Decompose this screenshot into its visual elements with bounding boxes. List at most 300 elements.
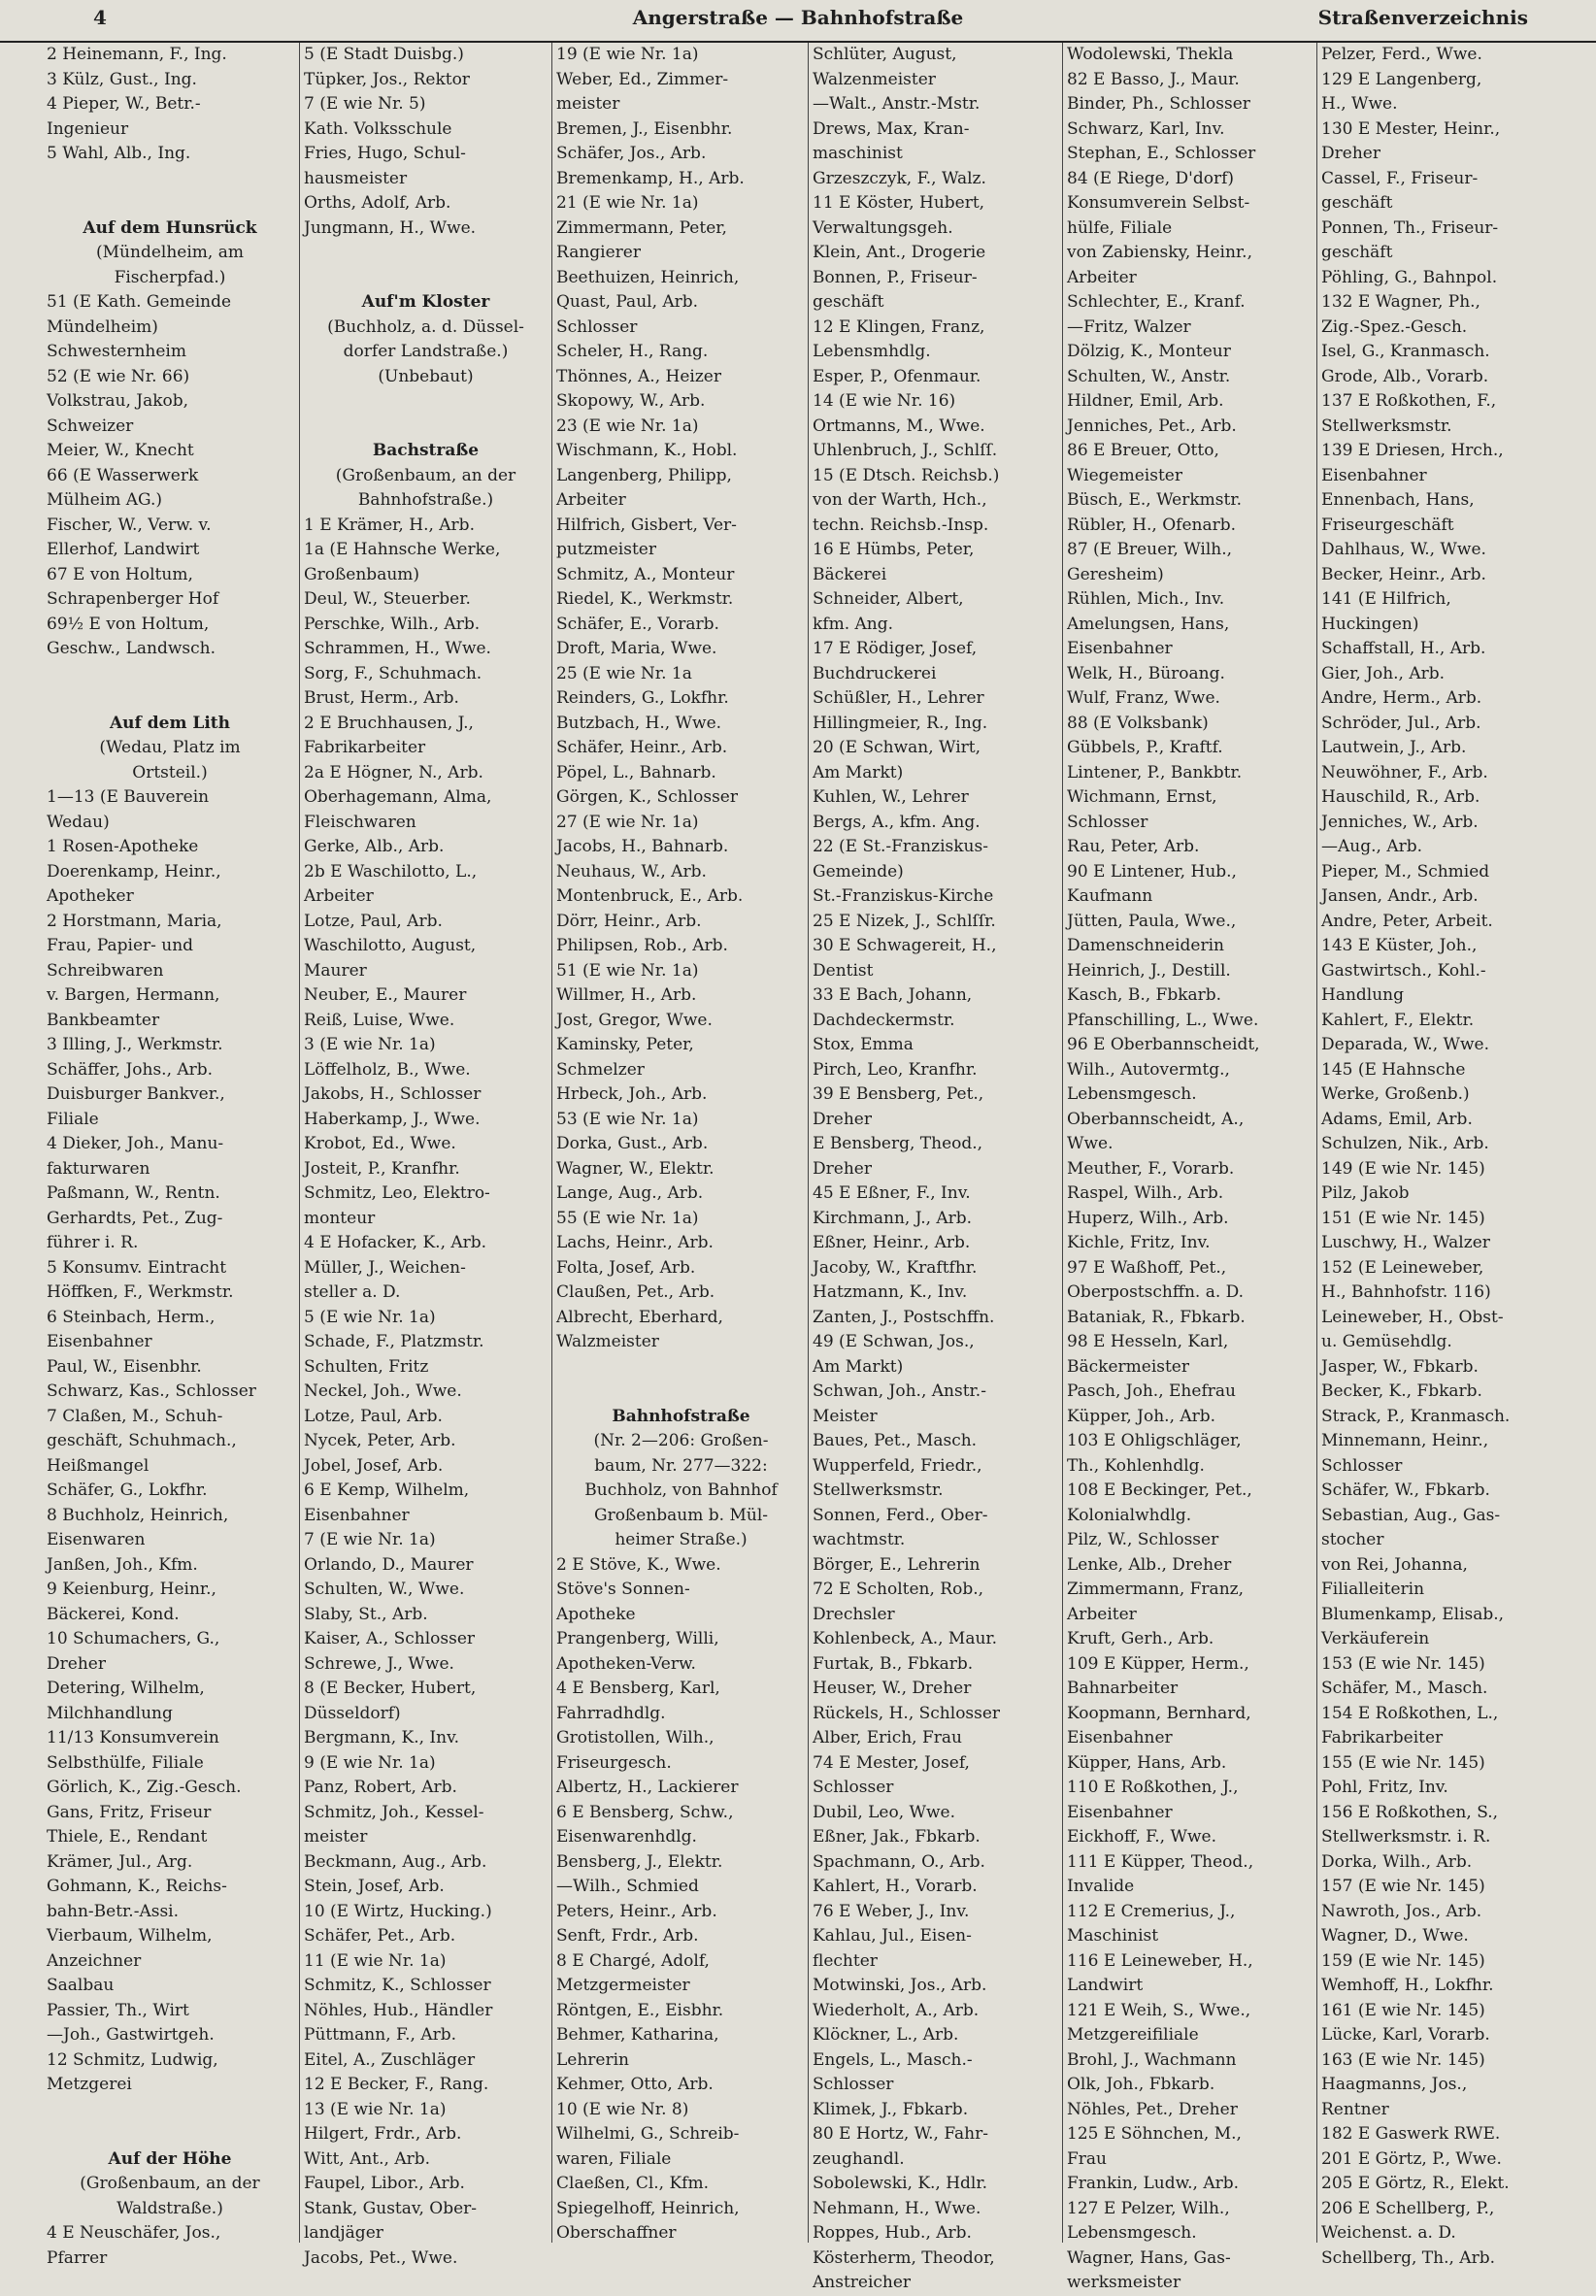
directory-entry: 112 E Cremerius, J., <box>1067 1901 1236 1921</box>
directory-entry: Frankin, Ludw., Arb. <box>1067 2174 1240 2193</box>
directory-entry: Jacobs, H., Bahnarb. <box>556 837 729 856</box>
directory-entry: 10 (E wie Nr. 8) <box>556 2099 689 2119</box>
street-note: Ortsteil.) <box>132 762 208 782</box>
directory-entry: Schlosser <box>813 1778 894 1797</box>
directory-entry: 116 E Leineweber, H., <box>1067 1950 1253 1971</box>
directory-entry: Dreher <box>1321 144 1380 163</box>
directory-entry: Eisenbahner <box>1067 639 1173 658</box>
directory-entry: 9 (E wie Nr. 1a) <box>304 1752 436 1773</box>
directory-entry: Kehmer, Otto, Arb. <box>556 2075 714 2094</box>
directory-entry: Senft, Frdr., Arb. <box>556 1926 699 1946</box>
directory-entry: 4 Pieper, W., Betr.- <box>47 94 201 114</box>
directory-entry: Wiegemeister <box>1067 465 1182 485</box>
directory-entry: 129 E Langenberg, <box>1321 69 1482 89</box>
directory-entry: Riedel, K., Werkmstr. <box>556 589 734 609</box>
directory-entry: Hilgert, Frdr., Arb. <box>304 2124 462 2144</box>
column-2 <box>299 43 548 2268</box>
directory-entry: Dreher <box>47 1653 106 1674</box>
directory-entry: wachtmstr. <box>813 1530 906 1549</box>
directory-entry: Klimek, J., Fbkarb. <box>813 2099 969 2119</box>
directory-entry: —Wilh., Schmied <box>556 1877 699 1896</box>
directory-entry: Handlung <box>1321 985 1405 1005</box>
directory-entry: Krobot, Ed., Wwe. <box>304 1134 456 1153</box>
directory-entry: Eßner, Jak., Fbkarb. <box>813 1827 981 1847</box>
directory-entry: 11 (E wie Nr. 1a) <box>304 1950 447 1971</box>
directory-entry: Beckmann, Aug., Arb. <box>304 1851 487 1872</box>
directory-entry: 39 E Bensberg, Pet., <box>813 1084 984 1104</box>
directory-entry <box>556 1380 806 1405</box>
directory-entry: Behmer, Katharina, <box>556 2025 719 2045</box>
directory-entry: Buchdruckerei <box>813 663 937 683</box>
directory-entry: Brohl, J., Wachmann <box>1067 2049 1237 2070</box>
directory-entry: Schlosser <box>813 2075 894 2094</box>
directory-entry: Eisenbahner <box>1067 1802 1173 1822</box>
directory-entry: Becker, K., Fbkarb. <box>1321 1381 1482 1401</box>
directory-entry: Spiegelhoff, Heinrich, <box>556 2198 740 2218</box>
directory-entry: 141 (E Hilfrich, <box>1321 589 1451 609</box>
directory-entry: H., Wwe. <box>1321 94 1398 114</box>
directory-entry: 152 (E Leineweber, <box>1321 1257 1484 1278</box>
directory-entry: Wichmann, Ernst, <box>1067 787 1217 807</box>
directory-entry <box>47 2098 293 2123</box>
directory-entry: Philipsen, Rob., Arb. <box>556 936 728 955</box>
directory-entry: Schreibwaren <box>47 960 164 981</box>
directory-entry: hülfe, Filiale <box>1067 217 1173 238</box>
directory-entry: —Joh., Gastwirtgeh. <box>47 2025 215 2045</box>
directory-entry: Bremen, J., Eisenbhr. <box>556 118 733 139</box>
directory-entry: Strack, P., Kranmasch. <box>1321 1406 1511 1426</box>
directory-entry: Bensberg, J., Elektr. <box>556 1851 723 1872</box>
directory-entry: 21 (E wie Nr. 1a) <box>556 193 699 213</box>
directory-entry: werksmeister <box>1067 2273 1181 2292</box>
directory-entry: waren, Filiale <box>556 2148 672 2169</box>
directory-entry: 121 E Weih, S., Wwe., <box>1067 2000 1251 2020</box>
directory-entry: Kohlenbeck, A., Maur. <box>813 1629 998 1648</box>
directory-entry: 154 E Roßkothen, L., <box>1321 1703 1499 1723</box>
directory-entry: 25 E Nizek, J., Schlſſr. <box>813 911 996 931</box>
directory-entry: stocher <box>1321 1530 1384 1549</box>
directory-entry: 2a E Högner, N., Arb. <box>304 762 483 782</box>
directory-entry: 8 Buchholz, Heinrich, <box>47 1505 229 1525</box>
directory-entry: Brust, Herm., Arb. <box>304 688 459 708</box>
directory-entry: 17 E Rödiger, Josef, <box>813 639 978 658</box>
directory-entry: Deul, W., Steuerber. <box>304 589 471 609</box>
directory-entry: Pohl, Fritz, Inv. <box>1321 1778 1448 1797</box>
directory-entry: Schlüter, August, <box>813 45 957 64</box>
directory-entry: Geresheim) <box>1067 564 1164 584</box>
directory-entry: Bremenkamp, H., Arb. <box>556 168 745 188</box>
directory-entry: Schäfer, W., Fbkarb. <box>1321 1481 1490 1500</box>
directory-entry: Scheler, H., Rang. <box>556 342 709 361</box>
directory-entry: Motwinski, Jos., Arb. <box>813 1976 987 1995</box>
directory-entry: Walzmeister <box>556 1332 659 1351</box>
directory-entry: Kirchmann, J., Arb. <box>813 1208 973 1228</box>
street-note: baum, Nr. 277—322: <box>594 1455 768 1476</box>
directory-entry: St.-Franziskus-Kirche <box>813 886 994 906</box>
directory-entry: 97 E Waßhoff, Pet., <box>1067 1257 1227 1278</box>
directory-entry: Jobel, Josef, Arb. <box>304 1455 444 1476</box>
directory-entry: 20 (E Schwan, Wirt, <box>813 738 981 757</box>
directory-entry: Kaufmann <box>1067 886 1153 906</box>
directory-entry: putzmeister <box>556 540 656 559</box>
directory-entry: hausmeister <box>304 168 408 188</box>
directory-entry: Schwarz, Karl, Inv. <box>1067 118 1225 139</box>
directory-entry: Raspel, Wilh., Arb. <box>1067 1183 1224 1203</box>
directory-entry: Ingenieur <box>47 118 129 139</box>
directory-entry: Schmitz, Joh., Kessel- <box>304 1802 484 1822</box>
directory-entry: Schrapenberger Hof <box>47 589 219 609</box>
directory-entry: Panz, Robert, Arb. <box>304 1778 457 1797</box>
directory-entry: Am Markt) <box>813 762 904 782</box>
directory-entry: Schröder, Jul., Arb. <box>1321 713 1481 733</box>
directory-entry: Meister <box>813 1406 878 1426</box>
section-title: Straßenverzeichnis <box>1317 6 1528 29</box>
directory-entry: 76 E Weber, J., Inv. <box>813 1901 970 1921</box>
directory-entry: Leineweber, H., Obst- <box>1321 1307 1504 1327</box>
directory-entry: Neuber, E., Maurer <box>304 985 467 1005</box>
directory-entry: Wilhelmi, G., Schreib- <box>556 2124 740 2144</box>
directory-entry: Großenbaum) <box>304 564 420 584</box>
directory-entry: 86 E Breuer, Otto, <box>1067 441 1219 460</box>
directory-entry: Mündelheim) <box>47 316 158 337</box>
directory-entry: kfm. Ang. <box>813 614 894 634</box>
directory-entry: 1a (E Hahnsche Werke, <box>304 540 501 559</box>
directory-entry: Eisenbahner <box>1067 1728 1173 1747</box>
directory-entry: 137 E Roßkothen, F., <box>1321 391 1497 411</box>
directory-entry: Jost, Gregor, Wwe. <box>556 1010 713 1030</box>
directory-entry: Püttmann, F., Arb. <box>304 2025 457 2045</box>
directory-entry: 10 (E Wirtz, Hucking.) <box>304 1901 492 1921</box>
directory-entry: Dorka, Wilh., Arb. <box>1321 1851 1473 1872</box>
directory-entry: Bataniak, R., Fbkarb. <box>1067 1307 1246 1327</box>
directory-entry: Ortmanns, M., Wwe. <box>813 416 985 436</box>
directory-entry: 7 (E wie Nr. 1a) <box>304 1530 436 1549</box>
directory-entry: Binder, Ph., Schlosser <box>1067 94 1250 114</box>
directory-entry: Schüßler, H., Lehrer <box>813 688 984 708</box>
directory-entry: Wagner, W., Elektr. <box>556 1158 715 1179</box>
directory-entry: Hatzmann, K., Inv. <box>813 1282 968 1302</box>
directory-entry: 4 E Neuschäfer, Jos., <box>47 2223 221 2243</box>
directory-entry: techn. Reichsb.-Insp. <box>813 515 989 535</box>
directory-entry: Josteit, P., Kranfhr. <box>304 1158 460 1179</box>
directory-entry: Detering, Wilhelm, <box>47 1679 205 1698</box>
directory-entry: 72 E Scholten, Rob., <box>813 1580 984 1599</box>
directory-entry: Ennenbach, Hans, <box>1321 490 1475 510</box>
directory-entry: 7 (E wie Nr. 5) <box>304 94 426 114</box>
directory-entry: Metzgerei <box>47 2075 132 2094</box>
directory-entry: Blumenkamp, Elisab., <box>1321 1604 1505 1624</box>
directory-entry: Hrbeck, Joh., Arb. <box>556 1084 708 1104</box>
directory-entry: Wwe. <box>1067 1134 1114 1153</box>
directory-entry: geschäft <box>1321 193 1393 213</box>
directory-entry: Schaffstall, H., Arb. <box>1321 639 1486 658</box>
directory-entry: Dentist <box>813 960 874 981</box>
directory-entry: Filialleiterin <box>1321 1580 1425 1599</box>
directory-entry <box>47 191 293 216</box>
directory-entry: Anstreicher <box>813 2273 912 2292</box>
directory-entry: Schulten, Fritz <box>304 1356 429 1377</box>
directory-entry: 82 E Basso, J., Maur. <box>1067 69 1240 89</box>
directory-entry: Metzgermeister <box>556 1976 690 1995</box>
directory-entry: Grode, Alb., Vorarb. <box>1321 366 1489 386</box>
directory-entry: 8 E Chargé, Adolf, <box>556 1950 710 1971</box>
directory-entry: Rühlen, Mich., Inv. <box>1067 589 1225 609</box>
street-note: (Mündelheim, am <box>96 243 244 262</box>
directory-entry: Fischer, W., Verw. v. <box>47 515 212 535</box>
directory-entry: Sorg, F., Schuhmach. <box>304 663 482 683</box>
directory-entry: Gübbels, P., Kraftf. <box>1067 738 1223 757</box>
directory-entry: 108 E Beckinger, Pet., <box>1067 1481 1252 1500</box>
directory-entry: Bergmann, K., Inv. <box>304 1728 460 1747</box>
directory-entry: Engels, L., Masch.- <box>813 2049 973 2070</box>
column-4 <box>808 43 1060 2292</box>
directory-entry: 27 (E wie Nr. 1a) <box>556 812 699 832</box>
directory-entry: Görgen, K., Schlosser <box>556 787 738 807</box>
directory-entry: Rückels, H., Schlosser <box>813 1703 1001 1723</box>
directory-entry: Wupperfeld, Friedr., <box>813 1455 982 1476</box>
directory-entry: Landwirt <box>1067 1976 1144 1995</box>
directory-entry: Neuwöhner, F., Arb. <box>1321 762 1488 782</box>
directory-entry: 14 (E wie Nr. 16) <box>813 391 956 411</box>
directory-entry: Bankbeamter <box>47 1010 160 1030</box>
directory-entry: steller a. D. <box>304 1282 401 1302</box>
directory-entry: Nöhles, Hub., Händler <box>304 2000 493 2020</box>
directory-entry: Andre, Herm., Arb. <box>1321 688 1482 708</box>
directory-entry <box>556 1355 806 1381</box>
directory-entry: Kahlert, H., Vorarb. <box>813 1877 978 1896</box>
directory-entry: Schulten, W., Anstr. <box>1067 366 1231 386</box>
directory-entry: 1 Rosen-Apotheke <box>47 837 199 856</box>
directory-entry: von der Warth, Hch., <box>813 490 987 510</box>
directory-entry: 69½ E von Holtum, <box>47 614 210 634</box>
directory-entry: Waschilotto, August, <box>304 936 477 955</box>
directory-entry: Eisenwaren <box>47 1530 146 1549</box>
directory-entry: 149 (E wie Nr. 145) <box>1321 1158 1485 1179</box>
directory-entry: Wilh., Autovermtg., <box>1067 1059 1230 1080</box>
directory-entry: Zig.-Spez.-Gesch. <box>1321 316 1468 337</box>
directory-entry: Bahnarbeiter <box>1067 1679 1179 1698</box>
directory-entry: 3 Illing, J., Werkmstr. <box>47 1035 223 1054</box>
directory-entry: Doerenkamp, Heinr., <box>47 861 221 882</box>
directory-entry: 88 (E Volksbank) <box>1067 713 1209 733</box>
directory-entry: fakturwaren <box>47 1158 150 1179</box>
directory-entry: Skopowy, W., Arb. <box>556 391 706 411</box>
directory-entry: Volkstrau, Jakob, <box>47 391 189 411</box>
directory-entry: von Rei, Johanna, <box>1321 1554 1468 1575</box>
directory-entry: 49 (E Schwan, Jos., <box>813 1332 975 1351</box>
directory-entry: Lenke, Alb., Dreher <box>1067 1554 1232 1575</box>
directory-entry: meister <box>556 94 620 114</box>
directory-entry: 103 E Ohligschläger, <box>1067 1431 1242 1450</box>
directory-entry: Rübler, H., Ofenarb. <box>1067 515 1237 535</box>
directory-entry: Dölzig, K., Monteur <box>1067 342 1231 361</box>
street-heading: Bahnhofstraße <box>612 1406 750 1426</box>
directory-entry: 2 Horstmann, Maria, <box>47 911 222 931</box>
directory-entry: 159 (E wie Nr. 145) <box>1321 1950 1485 1971</box>
street-heading: Auf dem Lith <box>109 713 230 733</box>
directory-entry: Jütten, Paula, Wwe., <box>1067 911 1237 931</box>
directory-entry: 1 E Krämer, H., Arb. <box>304 515 475 535</box>
directory-entry: Klein, Ant., Drogerie <box>813 243 986 262</box>
directory-entry: Deparada, W., Wwe. <box>1321 1035 1489 1054</box>
directory-entry: Lebensmhdlg. <box>813 342 931 361</box>
directory-entry: Pöhling, G., Bahnpol. <box>1321 267 1498 287</box>
directory-entry: Sebastian, Aug., Gas- <box>1321 1505 1501 1525</box>
directory-entry: Stöve's Sonnen- <box>556 1580 690 1599</box>
directory-entry: Arbeiter <box>304 886 374 906</box>
directory-entry: Krämer, Jul., Arg. <box>47 1851 193 1872</box>
directory-entry: Müller, J., Weichen- <box>304 1257 466 1278</box>
directory-entry: Kolonialwhdlg. <box>1067 1505 1192 1525</box>
directory-entry: Schäfer, Heinr., Arb. <box>556 738 728 757</box>
directory-entry: Schwarz, Kas., Schlosser <box>47 1381 256 1401</box>
directory-entry: 6 E Bensberg, Schw., <box>556 1802 734 1822</box>
directory-entry: Andre, Peter, Arbeit. <box>1321 911 1493 931</box>
directory-entry: Bäckerei <box>813 564 887 584</box>
directory-entry: Frau, Papier- und <box>47 936 194 955</box>
directory-entry: Gemeinde) <box>813 861 904 882</box>
directory-entry: Schlosser <box>556 316 638 337</box>
directory-entry: Röntgen, E., Eisbhr. <box>556 2000 724 2020</box>
directory-entry: 110 E Roßkothen, J., <box>1067 1778 1239 1797</box>
directory-entry: Weber, Ed., Zimmer- <box>556 69 729 89</box>
directory-entry: 201 E Görtz, P., Wwe. <box>1321 2148 1502 2169</box>
street-heading: Auf der Höhe <box>108 2148 232 2169</box>
directory-entry: Arbeiter <box>1067 267 1137 287</box>
directory-entry: 5 (E wie Nr. 1a) <box>304 1307 436 1327</box>
directory-entry: Jungmann, H., Wwe. <box>304 217 477 238</box>
directory-entry: Claußen, Pet., Arb. <box>556 1282 715 1302</box>
directory-entry: Kichle, Fritz, Inv. <box>1067 1233 1211 1252</box>
directory-entry: Huckingen) <box>1321 614 1419 634</box>
street-heading: Auf'm Kloster <box>361 292 490 312</box>
directory-entry: Eisenwarenhdlg. <box>556 1827 697 1847</box>
directory-entry: Haberkamp, J., Wwe. <box>304 1109 481 1129</box>
directory-entry: Paßmann, W., Rentn. <box>47 1183 220 1203</box>
directory-entry: Nöhles, Pet., Dreher <box>1067 2099 1238 2119</box>
directory-entry <box>304 415 548 440</box>
directory-entry: Pilz, W., Schlosser <box>1067 1530 1219 1549</box>
directory-entry: Kösterherm, Theodor, <box>813 2247 995 2268</box>
directory-entry: Rentner <box>1321 2099 1389 2119</box>
column-3 <box>551 43 806 2243</box>
directory-entry: 12 E Klingen, Franz, <box>813 316 985 337</box>
directory-entry: Schlechter, E., Kranf. <box>1067 292 1246 312</box>
directory-entry: Schlosser <box>1067 812 1148 832</box>
street-note: dorfer Landstraße.) <box>343 342 509 361</box>
directory-entry <box>47 686 293 712</box>
directory-entry: Eisenbahner <box>1321 465 1427 485</box>
directory-entry: 30 E Schwagereit, H., <box>813 936 997 955</box>
directory-entry: 111 E Küpper, Theod., <box>1067 1851 1254 1872</box>
directory-entry: 153 (E wie Nr. 145) <box>1321 1653 1485 1674</box>
directory-entry: Löffelholz, B., Wwe. <box>304 1059 471 1080</box>
directory-entry: Schlosser <box>1321 1455 1403 1476</box>
directory-entry: 132 E Wagner, Ph., <box>1321 292 1480 312</box>
directory-entry: Schellberg, Th., Arb. <box>1321 2247 1495 2268</box>
directory-entry: Apotheker <box>47 886 134 906</box>
directory-entry: Esper, P., Ofenmaur. <box>813 366 981 386</box>
directory-entry: Wedau) <box>47 812 110 832</box>
directory-entry: Schwan, Joh., Anstr.- <box>813 1381 986 1401</box>
directory-entry: Arbeiter <box>556 490 626 510</box>
directory-entry: Wulf, Franz, Wwe. <box>1067 688 1220 708</box>
directory-entry: 145 (E Hahnsche <box>1321 1059 1466 1080</box>
directory-entry: Huperz, Wilh., Arb. <box>1067 1208 1229 1228</box>
directory-entry: 5 Konsumv. Eintracht <box>47 1257 227 1278</box>
directory-entry: 55 (E wie Nr. 1a) <box>556 1208 699 1228</box>
directory-entry: Paul, W., Eisenbhr. <box>47 1356 202 1377</box>
directory-entry: 143 E Küster, Joh., <box>1321 936 1478 955</box>
directory-entry: Schäfer, E., Vorarb. <box>556 614 719 634</box>
directory-entry: Quast, Paul, Arb. <box>556 292 699 312</box>
street-note: Fischerpfad.) <box>114 267 226 287</box>
directory-entry: Eitel, A., Zuschläger <box>304 2049 476 2070</box>
directory-entry: Beethuizen, Heinrich, <box>556 267 740 287</box>
directory-entry: Gerhardts, Pet., Zug- <box>47 1208 223 1228</box>
directory-entry: geschäft, Schuhmach., <box>47 1431 237 1450</box>
directory-entry: Schrewe, J., Wwe. <box>304 1653 454 1674</box>
street-note: heimer Straße.) <box>615 1530 748 1549</box>
directory-entry: Peters, Heinr., Arb. <box>556 1901 717 1921</box>
directory-entry: 130 E Mester, Heinr., <box>1321 118 1501 139</box>
directory-entry: 151 (E wie Nr. 145) <box>1321 1208 1485 1228</box>
street-note: (Großenbaum, an der <box>335 465 516 485</box>
directory-entry: Nycek, Peter, Arb. <box>304 1431 456 1450</box>
directory-entry: Arbeiter <box>1067 1604 1137 1624</box>
directory-entry: Friseurgesch. <box>556 1752 672 1773</box>
directory-entry: Schäfer, M., Masch. <box>1321 1679 1488 1698</box>
directory-entry: 45 E Eßner, F., Inv. <box>813 1183 971 1203</box>
directory-entry: Lebensmgesch. <box>1067 1084 1197 1104</box>
directory-entry: Oberschaffner <box>556 2223 677 2243</box>
directory-entry: Schmitz, A., Monteur <box>556 564 735 584</box>
street-note: Waldstraße.) <box>116 2198 223 2218</box>
directory-entry: Büsch, E., Werkmstr. <box>1067 490 1242 510</box>
directory-entry: Pöpel, L., Bahnarb. <box>556 762 716 782</box>
directory-entry: Kruft, Gerh., Arb. <box>1067 1629 1214 1648</box>
directory-entry: Eisenbahner <box>47 1332 152 1351</box>
directory-entry: Heißmangel <box>47 1455 150 1476</box>
directory-entry: Verwaltungsgeh. <box>813 217 953 238</box>
directory-entry: Fabrikarbeiter <box>304 738 426 757</box>
directory-entry: landjäger <box>304 2223 383 2243</box>
directory-entry: Grotistollen, Wilh., <box>556 1728 715 1747</box>
directory-entry: 3 (E wie Nr. 1a) <box>304 1035 436 1054</box>
directory-entry: Cassel, F., Friseur- <box>1321 168 1479 188</box>
directory-entry: 12 E Becker, F., Rang. <box>304 2075 489 2094</box>
directory-entry: Jacobs, Pet., Wwe. <box>304 2247 458 2268</box>
street-note: (Großenbaum, an der <box>80 2174 260 2193</box>
directory-entry: Jacoby, W., Kraftfhr. <box>813 1257 978 1278</box>
directory-entry <box>304 266 548 291</box>
directory-entry: 52 (E wie Nr. 66) <box>47 366 190 386</box>
directory-entry: Gerke, Alb., Arb. <box>304 837 445 856</box>
directory-entry: 22 (E St.-Franziskus- <box>813 837 988 856</box>
directory-entry: 51 (E Kath. Gemeinde <box>47 292 232 312</box>
directory-entry: Furtak, B., Fbkarb. <box>813 1653 974 1674</box>
directory-entry: Adams, Emil, Arb. <box>1321 1109 1473 1129</box>
directory-entry: Pasch, Joh., Ehefrau <box>1067 1381 1236 1401</box>
directory-entry: Eisenbahner <box>304 1505 410 1525</box>
directory-entry: Droft, Maria, Wwe. <box>556 639 717 658</box>
directory-entry: Nehmann, H., Wwe. <box>813 2198 981 2218</box>
street-note: Bahnhofstraße.) <box>357 490 494 510</box>
directory-entry: Janßen, Joh., Kfm. <box>47 1554 198 1575</box>
directory-entry: Schmitz, Leo, Elektro- <box>304 1183 490 1203</box>
directory-entry: Neckel, Joh., Wwe. <box>304 1381 462 1401</box>
directory-entry: 11/13 Konsumverein <box>47 1728 219 1747</box>
